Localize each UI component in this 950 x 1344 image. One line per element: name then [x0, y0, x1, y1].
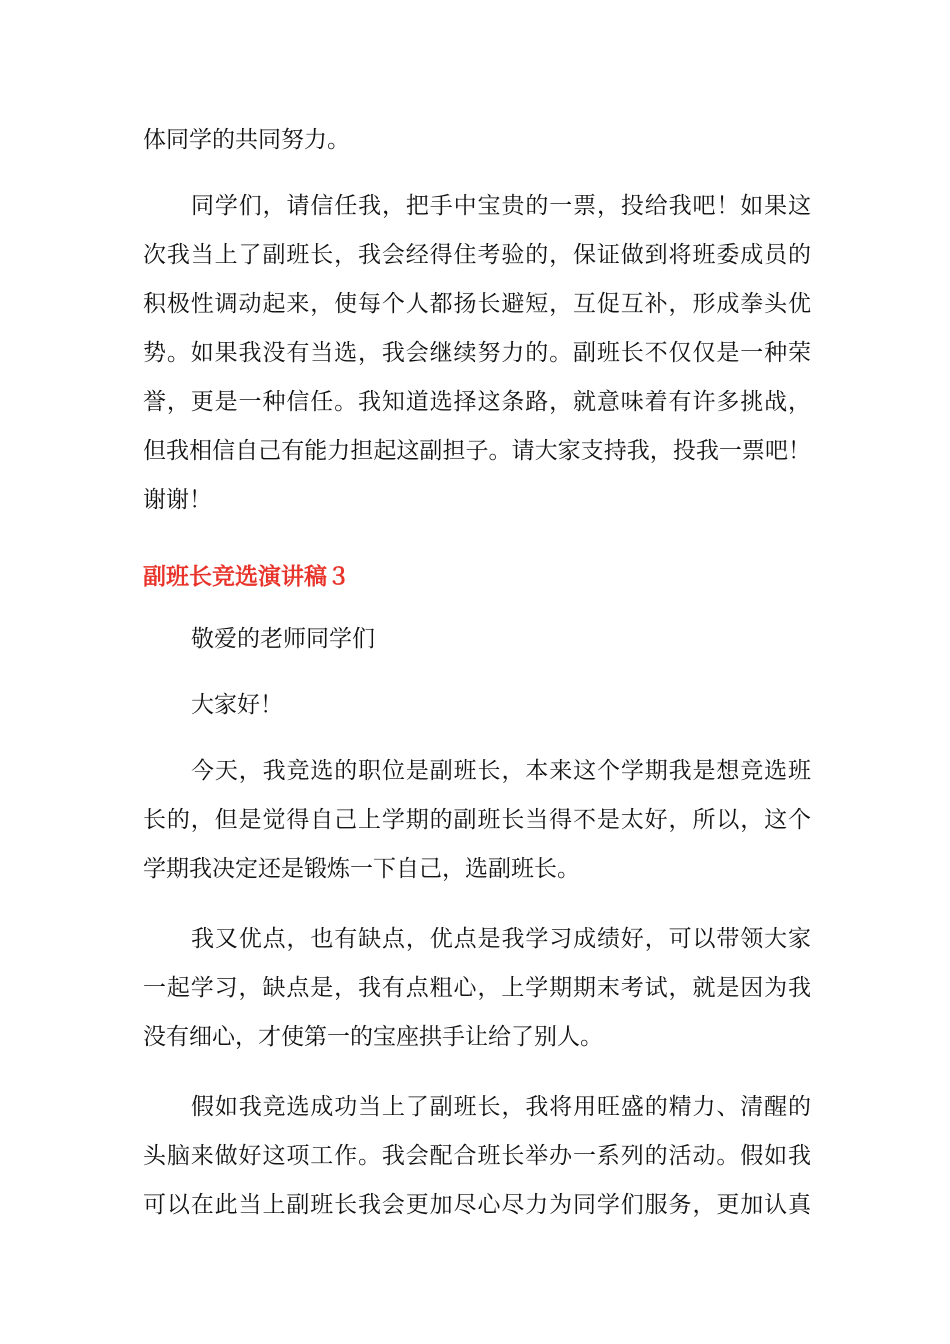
paragraph-7: [143, 1083, 811, 1230]
paragraph-line: 可以在此当上副班长我会更加尽心尽力为同学们服务，更加认真: [143, 1192, 811, 1218]
paragraph-line: 大家好！: [191, 692, 283, 718]
paragraph-line: 势。如果我没有当选，我会继续努力的。副班长不仅仅是一种荣: [143, 340, 811, 366]
section-heading: 副班长竞选演讲稿３: [143, 564, 350, 590]
paragraph-line: 誉，更是一种信任。我知道选择这条路，就意味着有许多挑战，: [143, 389, 811, 415]
paragraph-line: 次我当上了副班长，我会经得住考验的，保证做到将班委成员的: [143, 242, 811, 268]
paragraph-greeting: [143, 615, 811, 664]
paragraph-line: 一起学习，缺点是，我有点粗心，上学期期末考试，就是因为我: [143, 975, 811, 1001]
paragraph-2: [143, 182, 811, 525]
paragraph-hello: [143, 681, 811, 730]
paragraph-line: 积极性调动起来，使每个人都扬长避短，互促互补，形成拳头优: [143, 291, 811, 317]
paragraph-line: 体同学的共同努力。: [143, 127, 350, 153]
paragraph-line: 我又优点，也有缺点，优点是我学习成绩好，可以带领大家: [191, 926, 811, 952]
paragraph-line: 学期我决定还是锻炼一下自己，选副班长。: [143, 856, 580, 882]
paragraph-5: [143, 747, 811, 894]
paragraph-line: 谢谢！: [143, 487, 212, 513]
paragraph-line: 敬爱的老师同学们: [191, 626, 375, 652]
paragraph-1: [143, 116, 811, 165]
paragraph-line: 没有细心，才使第一的宝座拱手让给了别人。: [143, 1024, 603, 1050]
paragraph-line: 今天，我竞选的职位是副班长，本来这个学期我是想竞选班: [191, 758, 811, 784]
paragraph-line: 同学们，请信任我，把手中宝贵的一票，投给我吧！如果这: [191, 193, 811, 219]
paragraph-line: 长的，但是觉得自己上学期的副班长当得不是太好，所以，这个: [143, 807, 811, 833]
paragraph-line: 假如我竞选成功当上了副班长，我将用旺盛的精力、清醒的: [191, 1094, 811, 1120]
paragraph-line: 头脑来做好这项工作。我会配合班长举办一系列的活动。假如我: [143, 1143, 811, 1169]
paragraph-6: [143, 915, 811, 1062]
paragraph-line: 但我相信自己有能力担起这副担子。请大家支持我，投我一票吧！: [143, 438, 811, 464]
